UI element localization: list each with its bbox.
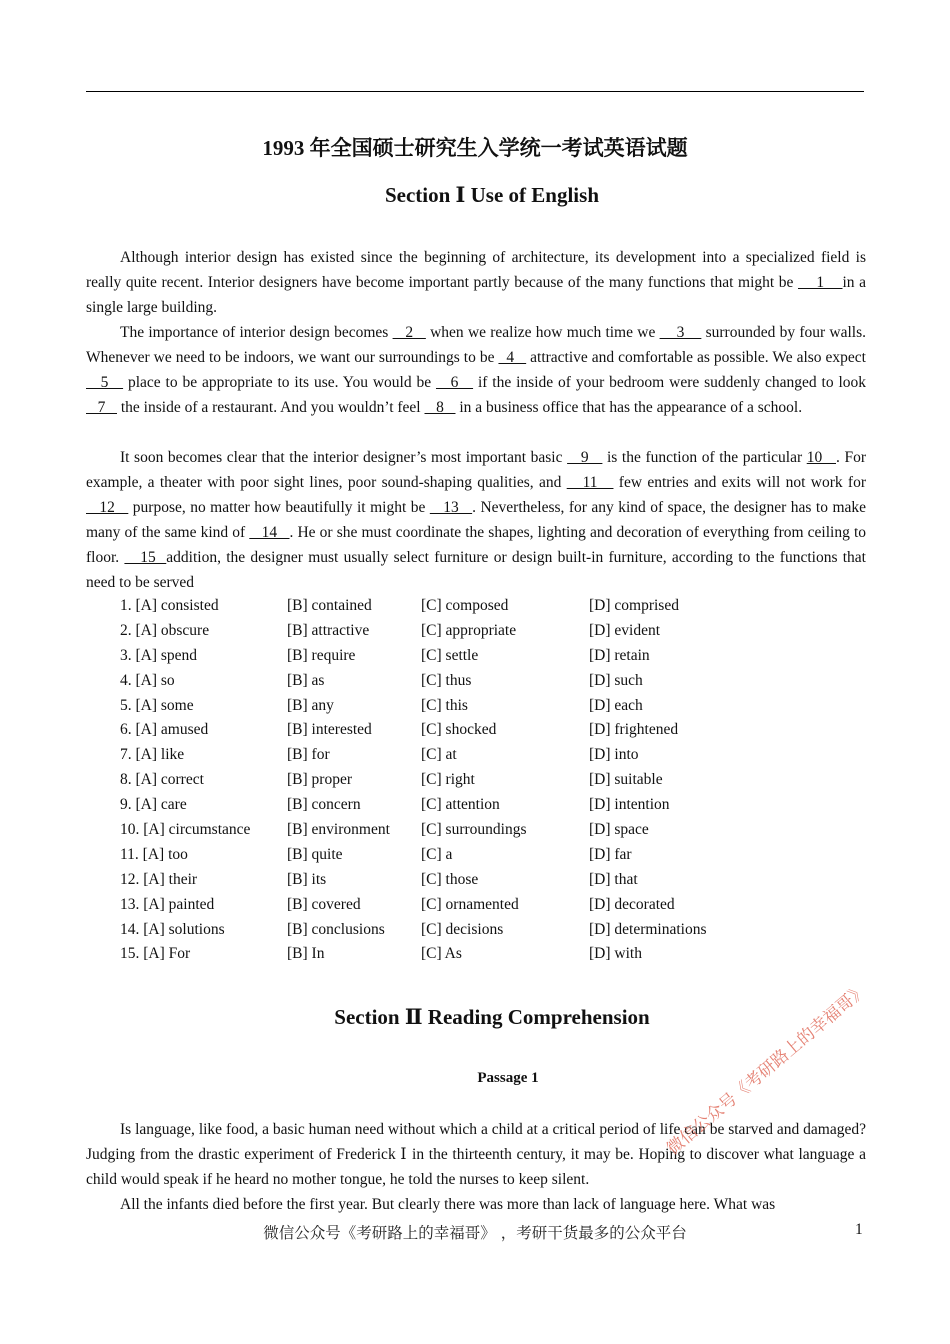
blank-3: 3 <box>659 324 702 341</box>
reading-paragraph-1: Is language, like food, a basic human need without which a child at a critical period of life can be starved and damaged? Judging from the drastic experiment of Frederick Ⅰ in the thirteenth century, it may be. Hoping to discover what language a child would speak if he heard no mother tongue, he told the nurses to keep silent. <box>86 1121 866 1188</box>
page-number: 1 <box>855 1221 863 1238</box>
blank-5: 5 <box>86 374 124 391</box>
blank-7: 7 <box>86 399 117 416</box>
page-footer: 微信公众号《考研路上的幸福哥》 ，考研干货最多的公众平台 <box>263 1224 687 1242</box>
reading-paragraph-2: All the infants died before the first year. But clearly there was more than lack of language here. What was <box>120 1196 776 1213</box>
blank-14: 14 <box>249 524 290 541</box>
blank-2: 2 <box>392 324 426 341</box>
blank-12: 12 <box>86 499 129 516</box>
blank-15: 15 <box>124 549 167 566</box>
blank-1: 1 <box>798 274 843 291</box>
page-title: 1993 年全国硕士研究生入学统一考试英语试题 <box>262 136 688 160</box>
blank-13: 13 <box>429 499 473 516</box>
cloze-paragraph-1: Although interior design has existed since the beginning of architecture, its development into a specialized field is really quite recent. Interior designers have become important partly because of the many functions that might be 1 in a single large building. <box>86 249 867 316</box>
blank-4: 4 <box>498 349 527 366</box>
cloze-paragraph-3: It soon becomes clear that the interior designer’s most important basic 9 is the function of the particular 10 . For example, a theater with poor sight lines, poor sound-shaping qualities, and 11 few entries and exits will not work for 12 purpose, no matter how beautifully it might be 13 . Nevertheless, for any kind of space, the designer has to make many of the same kind of 14 . He or she must coordinate the shapes, lighting and decoration of everything from ceiling to floor. 15 addition, the designer must usually select furniture or design built-in furniture, according to the functions that need to be served <box>86 449 867 591</box>
blank-11: 11 <box>566 474 614 491</box>
section-heading-use-of-english: Section Ⅰ Use of English <box>384 183 599 207</box>
passage-heading: Passage 1 <box>477 1070 539 1086</box>
blank-6: 6 <box>435 374 474 391</box>
section-heading-reading: Section Ⅱ Reading Comprehension <box>334 1005 650 1029</box>
blank-8: 8 <box>424 399 456 416</box>
watermark-stamp: 微信公众号《考研路上的幸福哥》 <box>663 979 872 1160</box>
blank-9: 9 <box>567 449 603 466</box>
blank-10: 10 <box>806 449 836 466</box>
top-rule <box>86 91 864 92</box>
cloze-paragraph-2: The importance of interior design becomes 2 when we realize how much time we 3 surrounded by four walls. Whenever we need to be indoors, we want our surroundings to be 4 attractive and comfortable as possible. We also expect 5 place to be appropriate to its use. You would be 6 if the inside of your bedroom were suddenly changed to look 7 the inside of a restaurant. And you wouldn’t feel 8 in a business office that has the appearance of a school. <box>86 324 867 416</box>
